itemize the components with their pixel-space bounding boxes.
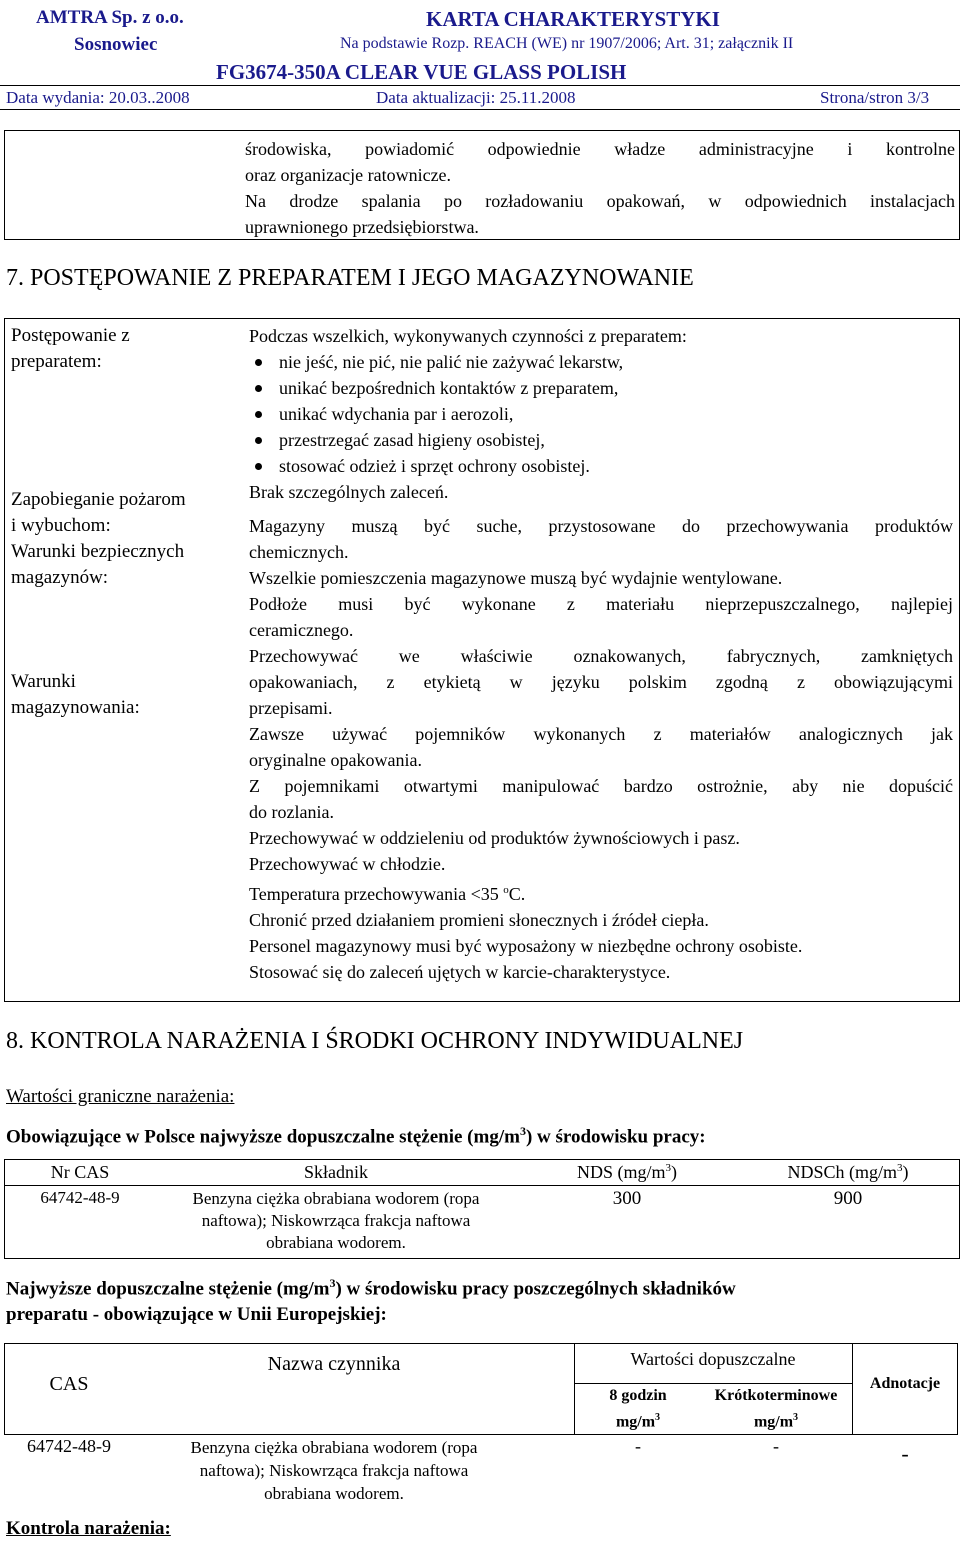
bullet-icon — [255, 359, 262, 366]
fire-prevention-text: Brak szczególnych zaleceń. — [249, 482, 449, 502]
label-safe-storage: Warunki bezpiecznych magazynów: — [11, 541, 185, 588]
column-header-limit-values: Wartości dopuszczalne — [630, 1349, 796, 1369]
poland-limits-table — [4, 1159, 960, 1259]
header-bottom-divider — [0, 109, 960, 110]
eu-limits-heading: Najwyższe dopuszczalne stężenie $(mg/m^3)$ w środowisku pracy poszczególnych składników preparatu - obowiązujące w Unii Europejskiej: — [6, 1276, 736, 1326]
document-header — [0, 0, 960, 110]
bullet-icon — [255, 463, 262, 470]
unit-8h: $mg/m^3$ — [615, 1412, 661, 1431]
section6-text — [245, 136, 955, 240]
unit-short-term: $mg/m^3$ — [753, 1412, 799, 1431]
column-header-ndsch: NDSCh $(mg/m^3)$ — [737, 1160, 960, 1186]
section7-title: 7. POSTĘPOWANIE Z PREPARATEM I JEGO MAGAZYNOWANIE — [6, 265, 694, 291]
update-date: Data aktualizacji: 25.11.2008 — [376, 88, 576, 107]
list-item: stosować odzież i sprzęt ochrony osobistej. — [249, 453, 953, 479]
label-storage-conditions: Warunki magazynowania: — [11, 671, 140, 718]
column-header-component: Składnik — [155, 1160, 517, 1186]
poland-limits-heading: Obowiązujące w Polsce najwyższe dopuszczalne stężenie $(mg/m^3)$ w środowisku pracy: — [6, 1124, 706, 1148]
agent-name: Benzyna ciężka obrabiana wodorem (ropa naftowa); Niskowrząca frakcja naftowa obrabiana wodorem. — [190, 1438, 478, 1503]
component-name: Benzyna ciężka obrabiana wodorem (ropa naftowa); Niskowrząca frakcja naftowa obrabiana wodorem. — [192, 1189, 480, 1252]
label-handling: Postępowanie z preparatem: — [11, 325, 130, 372]
storage-conditions-text: Przechowywać we właściwie oznakowanych, fabrycznych, zamkniętych opakowaniach, z etykietą w języku polskim zgodną z obowiązującymi przepisami. Zawsze używać pojemników wykonanych z materiałów analogicznych jak oryginalne opakowania. Z pojemnikami otwartymi manipulować bardzo ostrożnie, aby nie dopuścić do rozlania. Przechowywać w oddzieleniu od produktów żywnościowych i pasz. Przechowywać w chłodzie. Temperatura przechowywania <35 $^o$C. Chronić przed działaniem promieni słonecznych i źródeł ciepła. Personel magazynowy musi być wyposażony w niezbędne ochrony osobiste. Stosować się do zaleceń ujętych w karcie-charakterystyce. — [249, 646, 953, 982]
bullet-icon — [255, 437, 262, 444]
bullet-icon — [255, 385, 262, 392]
column-header-notes: Adnotacje — [869, 1375, 941, 1392]
storage-temperature: Temperatura przechowywania <35 $^o$C. — [249, 884, 526, 904]
exposure-limits-heading: Wartości graniczne narażenia: — [6, 1086, 235, 1107]
ndsch-value: 900 — [833, 1188, 863, 1209]
section7-content — [249, 323, 953, 985]
column-header-8h: 8 godzin — [609, 1387, 667, 1404]
eu-limits-table — [4, 1343, 958, 1508]
page-number: Strona/stron 3/3 — [820, 88, 930, 107]
column-header-short-term: Krótkoterminowe — [714, 1387, 838, 1404]
handling-intro: Podczas wszelkich, wykonywanych czynności z preparatem: — [249, 326, 687, 346]
list-item: unikać bezpośrednich kontaktów z preparatem, — [249, 375, 953, 401]
text-line: oraz organizacje ratownicze. — [245, 165, 452, 185]
value-notes: - — [901, 1441, 909, 1466]
cas-number: 64742-48-9 — [40, 1188, 120, 1207]
bullet-icon — [255, 411, 262, 418]
column-header-nds: NDS $(mg/m^3)$ — [517, 1160, 737, 1186]
section6-continuation-box — [4, 130, 960, 240]
company-name: AMTRA Sp. z o.o. — [36, 7, 184, 28]
nds-value: 300 — [612, 1188, 642, 1209]
text-line: Na drodze spalania po rozładowaniu opakowań, w odpowiednich instalacjach — [245, 191, 955, 211]
label-fire-prevention: Zapobieganie pożarom i wybuchom: — [11, 489, 186, 536]
value-short-term: - — [773, 1436, 779, 1456]
value-8h: - — [635, 1436, 641, 1456]
company-city: Sosnowiec — [74, 34, 158, 55]
handling-bullet-list — [249, 349, 953, 479]
list-item: nie jeść, nie pić, nie palić nie zażywać lekarstw, — [249, 349, 953, 375]
product-name: FG3674-350A CLEAR VUE GLASS POLISH — [216, 60, 627, 84]
document-title: KARTA CHARAKTERYSTYKI — [426, 7, 720, 31]
cas-number: 64742-48-9 — [27, 1436, 111, 1456]
safe-storage-text: Magazyny muszą być suche, przystosowane do przechowywania produktów chemicznych. Wszelkie pomieszczenia magazynowe muszą być wydajnie wentylowane. Podłoże musi być wykonane z materiału nieprzepuszczalnego, najlepiej ceramicznego. — [249, 516, 953, 640]
list-item: unikać wdychania par i aerozoli, — [249, 401, 953, 427]
issue-date: Data wydania: 20.03..2008 — [6, 88, 190, 107]
column-header-agent: Nazwa czynnika — [267, 1353, 401, 1375]
exposure-control-heading: Kontrola narażenia: — [6, 1518, 171, 1539]
regulation-reference: Na podstawie Rozp. REACH (WE) nr 1907/2006; Art. 31; załącznik II — [340, 35, 794, 52]
section8-title: 8. KONTROLA NARAŻENIA I ŚRODKI OCHRONY INDYWIDUALNEJ — [6, 1028, 744, 1054]
text-line: uprawnionego przedsiębiorstwa. — [245, 217, 479, 237]
header-divider — [0, 85, 960, 86]
table-row — [5, 1186, 960, 1259]
column-header-cas: CAS — [49, 1373, 89, 1395]
column-header-cas: Nr CAS — [5, 1160, 156, 1186]
text-line: środowiska, powiadomić odpowiednie władze administracyjne i kontrolne — [245, 139, 955, 159]
list-item: przestrzegać zasad higieny osobistej, — [249, 427, 953, 453]
table-header-row — [5, 1160, 960, 1186]
section7-box — [4, 318, 960, 1002]
